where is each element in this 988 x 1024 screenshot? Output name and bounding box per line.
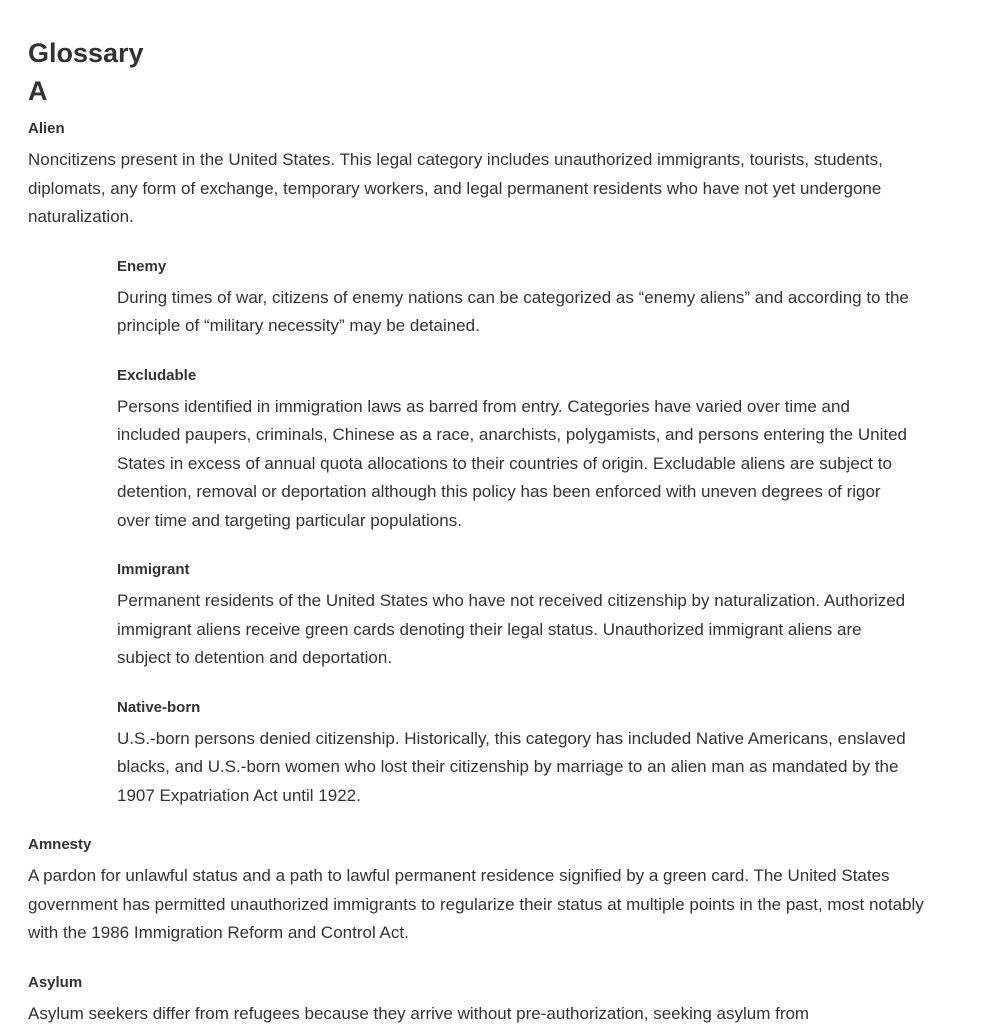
term-definition: A pardon for unlawful status and a path to lawful permanent residence signified by a green card. The United States government has permitted unauthorized immigrants to regularize their status at multiple points in the past, most notably with the 1986 Immigration Reform and Control Act.	[28, 866, 924, 942]
subterm-heading: Native-born	[117, 698, 201, 716]
term-definition: Noncitizens present in the United States. This legal category includes unauthorized immigrants, tourists, students, diplomats, any form of exchange, temporary workers, and legal permanent residents who have not yet undergone naturalization.	[28, 150, 883, 226]
glossary-entry-asylum	[28, 972, 960, 1024]
term-heading: Amnesty	[28, 836, 92, 853]
subterm-definition: Persons identified in immigration laws as barred from entry. Categories have varied over time and included paupers, criminals, Chinese as a race, anarchists, polygamists, and persons entering the United States in excess of annual quota allocations to their countries of origin. Excludable aliens are subject to detention, removal or deportation although this policy has been enforced with uneven degrees of rigor over time and targeting particular populations.	[117, 396, 907, 530]
subterm-heading: Excludable	[117, 366, 197, 384]
glossary-subentry-enemy	[117, 256, 917, 341]
term-definition: Asylum seekers differ from refugees because they arrive without pre-authorization, seeking asylum from	[28, 1003, 810, 1023]
glossary-entry-amnesty	[28, 834, 960, 948]
glossary-subentry-native-born	[117, 697, 917, 811]
subterm-definition: U.S.-born persons denied citizenship. Historically, this category has included Native Americans, enslaved blacks, and U.S.-born women who lost their citizenship by marriage to an alien man as mandated by the 1907 Expatriation Act until 1922.	[117, 728, 906, 805]
subterm-definition: Permanent residents of the United States who have not received citizenship by naturalization. Authorized immigrant aliens receive green cards denoting their legal status. Unauthorized immigrant aliens are subject to detention and deportation.	[117, 591, 906, 667]
term-heading: Asylum	[28, 973, 83, 991]
subterm-heading: Immigrant	[117, 561, 190, 578]
alien-subentries	[117, 256, 917, 811]
term-heading: Alien	[28, 120, 65, 137]
section-letter-heading: A	[28, 76, 48, 106]
subterm-heading: Enemy	[117, 257, 167, 275]
glossary-entry-alien	[28, 118, 960, 810]
subterm-definition: During times of war, citizens of enemy nations can be categorized as “enemy aliens” and according to the principle of “military necessity” may be detained.	[117, 287, 909, 335]
glossary-subentry-excludable	[117, 365, 917, 536]
page-title: Glossary	[28, 38, 144, 68]
glossary-subentry-immigrant	[117, 559, 917, 673]
